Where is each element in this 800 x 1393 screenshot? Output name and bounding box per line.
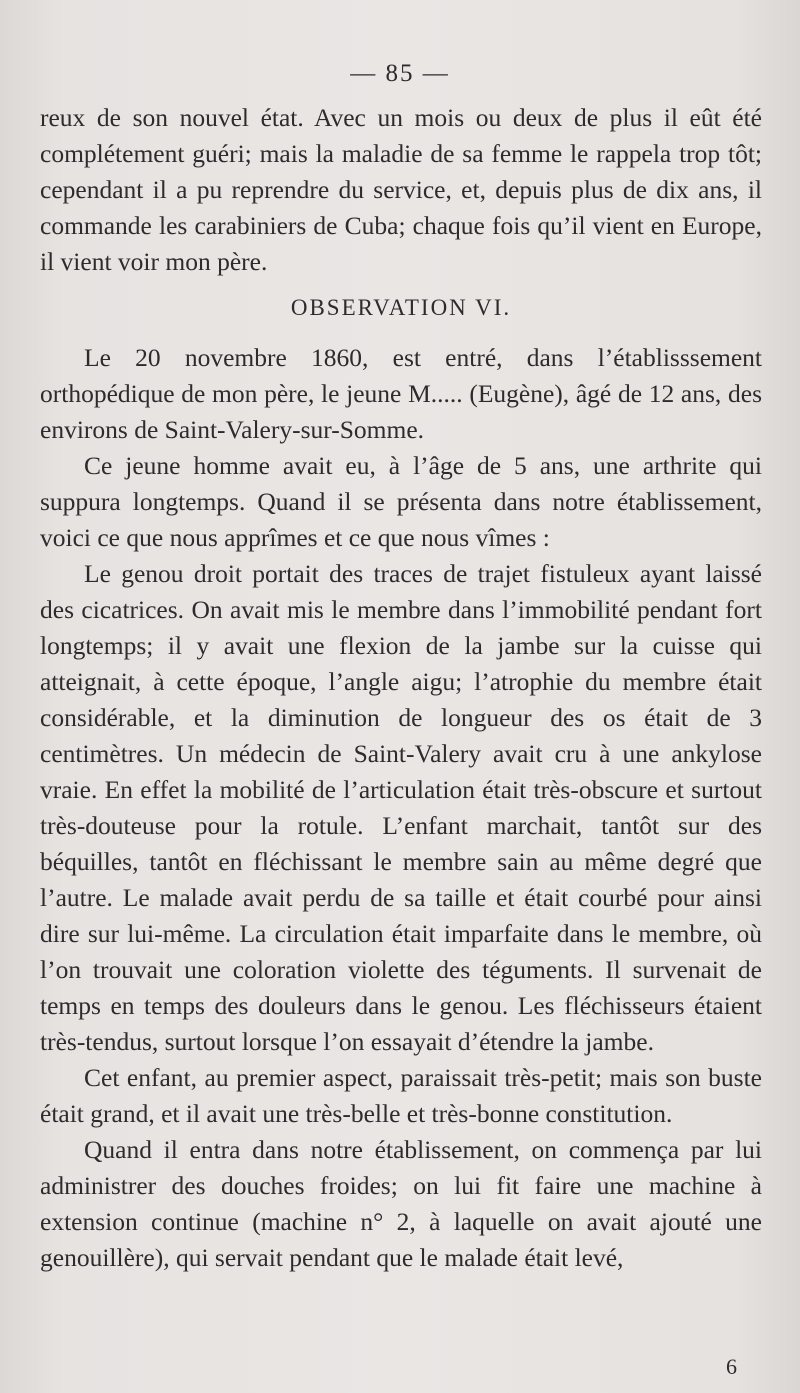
paragraph: Ce jeune homme avait eu, à l’âge de 5 ans, une arthrite qui suppura longtemps. Quand il se présenta dans notre établissement, voici ce que nous apprîmes et ce que nous vîmes : xyxy=(40,451,762,552)
paragraph: Cet enfant, au premier aspect, paraissait très-petit; mais son buste était grand, et il avait une très-belle et très-bonne constitution. xyxy=(40,1063,762,1128)
page-number: — 85 — xyxy=(350,60,450,87)
page-body xyxy=(40,100,762,1276)
paragraph: Le genou droit portait des traces de trajet fistuleux ayant laissé des cicatrices. On avait mis le membre dans l’immobilité pendant fort longtemps; il y avait une flexion de la jambe sur la cuisse qui atteignait, à cette époque, l’angle aigu; l’atrophie du membre était considérable, et la diminution de longueur des os était de 3 centimètres. Un médecin de Saint-Valery avait cru à une ankylose vraie. En effet la mobilité de l’articulation était très-obscure et surtout très-douteuse pour la rotule. L’enfant marchait, tantôt sur des béquilles, tantôt en fléchissant le membre sain au même degré que l’autre. Le malade avait perdu de sa taille et était courbé pour ainsi dire sur lui-même. La circulation était imparfaite dans le membre, où l’on trouvait une coloration violette des téguments. Il survenait de temps en temps des douleurs dans le genou. Les fléchisseurs étaient très-tendus, surtout lorsque l’on essayait d’étendre la jambe. xyxy=(40,559,762,1056)
paragraph: Quand il entra dans notre établissement, on commença par lui administrer des douches froides; on lui fit faire une machine à extension continue (machine n° 2, à laquelle on avait ajouté une genouillère), qui servait pendant que le malade était levé, xyxy=(40,1135,762,1272)
paragraph-continuation: reux de son nouvel état. Avec un mois ou deux de plus il eût été complétement guéri; mais la maladie de sa femme le rappela trop tôt; cependant il a pu reprendre du service, et, depuis plus de dix ans, il commande les carabiniers de Cuba; chaque fois qu’il vient en Europe, il vient voir mon père. xyxy=(40,103,762,276)
signature-mark: 6 xyxy=(726,1354,737,1379)
section-heading: OBSERVATION VI. xyxy=(290,295,512,320)
paragraph: Le 20 novembre 1860, est entré, dans l’établisssement orthopédique de mon père, le jeune M..... (Eugène), âgé de 12 ans, des environs de Saint-Valery-sur-Somme. xyxy=(40,343,762,444)
